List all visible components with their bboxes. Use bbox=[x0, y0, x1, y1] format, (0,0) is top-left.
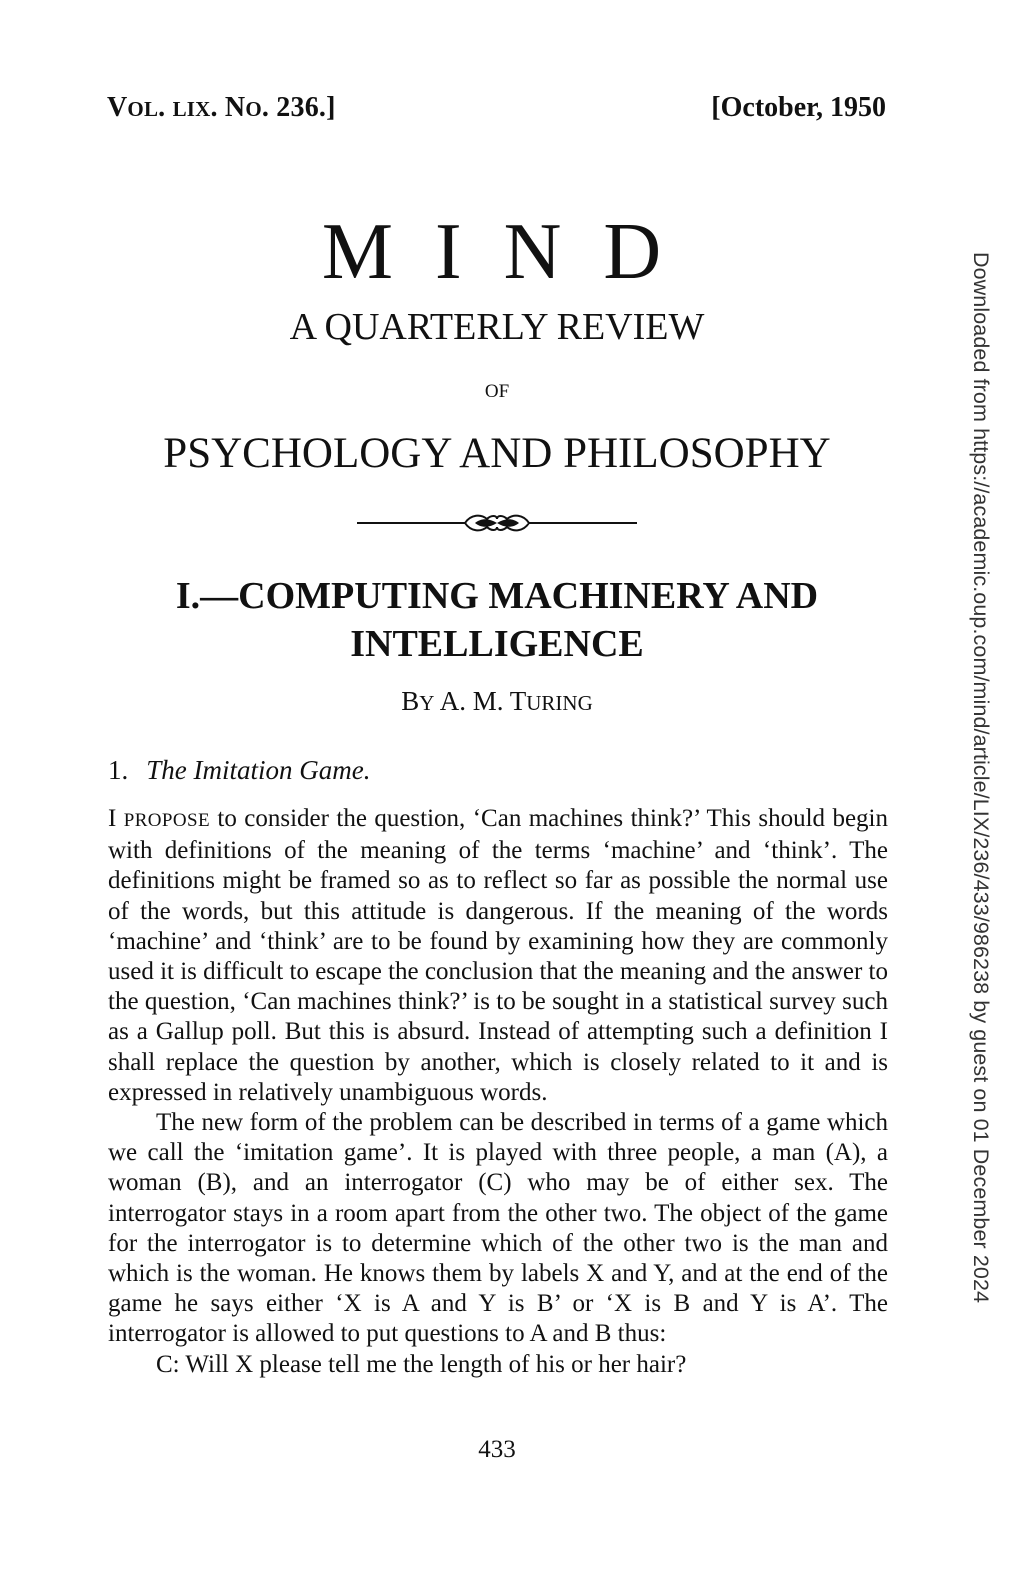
journal-subtitle: A QUARTERLY REVIEW bbox=[289, 306, 705, 348]
download-watermark: Downloaded from https://academic.oup.com/mind/article/LIX/236/433/986238 by guest on 01 December 2024 bbox=[969, 252, 993, 1304]
journal-field: PSYCHOLOGY AND PHILOSOPHY bbox=[163, 430, 831, 477]
ornament-rule-icon bbox=[357, 510, 637, 536]
article-title: I.—COMPUTING MACHINERY AND INTELLIGENCE bbox=[175, 575, 819, 665]
article-body bbox=[108, 804, 888, 1380]
journal-title: M I N D bbox=[321, 208, 673, 296]
section-title: The Imitation Game. bbox=[146, 755, 371, 785]
paragraph-2: The new form of the problem can be described in terms of a game which we call the ‘imitation game’. It is played with three people, a man (A), a woman (B), and an interrogator (C) who may be of either sex. The interrogator stays in a room apart from the other two. The object of the game for the interrogator is to determine which of the other two is the man and which is the woman. He knows them by labels X and Y, and at the end of the game he says either ‘X is A and Y is B’ or ‘X is B and Y is A’. The interrogator is allowed to put questions to A and B thus: bbox=[108, 1109, 888, 1348]
date-header: [October, 1950 bbox=[711, 92, 886, 123]
journal-of: OF bbox=[484, 381, 510, 402]
author-byline: BY A. M. TURING bbox=[401, 686, 593, 716]
volume-header: VOL. LIX. NO. 236.] bbox=[107, 92, 336, 123]
paragraph-1: I PROPOSE to consider the question, ‘Can machines think?’ This should begin with definitions of the meaning of the terms ‘machine’ and ‘think’. The definitions might be framed so as to reflect so far as possible the normal use of the words, but this attitude is dangerous. If the meaning of the words ‘machine’ and ‘think’ are to be found by examining how they are commonly used it is difficult to escape the conclusion that the meaning and the answer to the question, ‘Can machines think?’ is to be sought in a statistical survey such as a Gallup poll. But this is absurd. Instead of attempting such a definition I shall replace the question by another, which is closely related to it and is expressed in relatively unambiguous words. bbox=[108, 805, 888, 1106]
paragraph-3: C: Will X please tell me the length of his or her hair? bbox=[156, 1350, 687, 1378]
page-number: 433 bbox=[478, 1436, 516, 1463]
section-number: 1. bbox=[108, 755, 129, 785]
section-heading bbox=[108, 755, 370, 786]
